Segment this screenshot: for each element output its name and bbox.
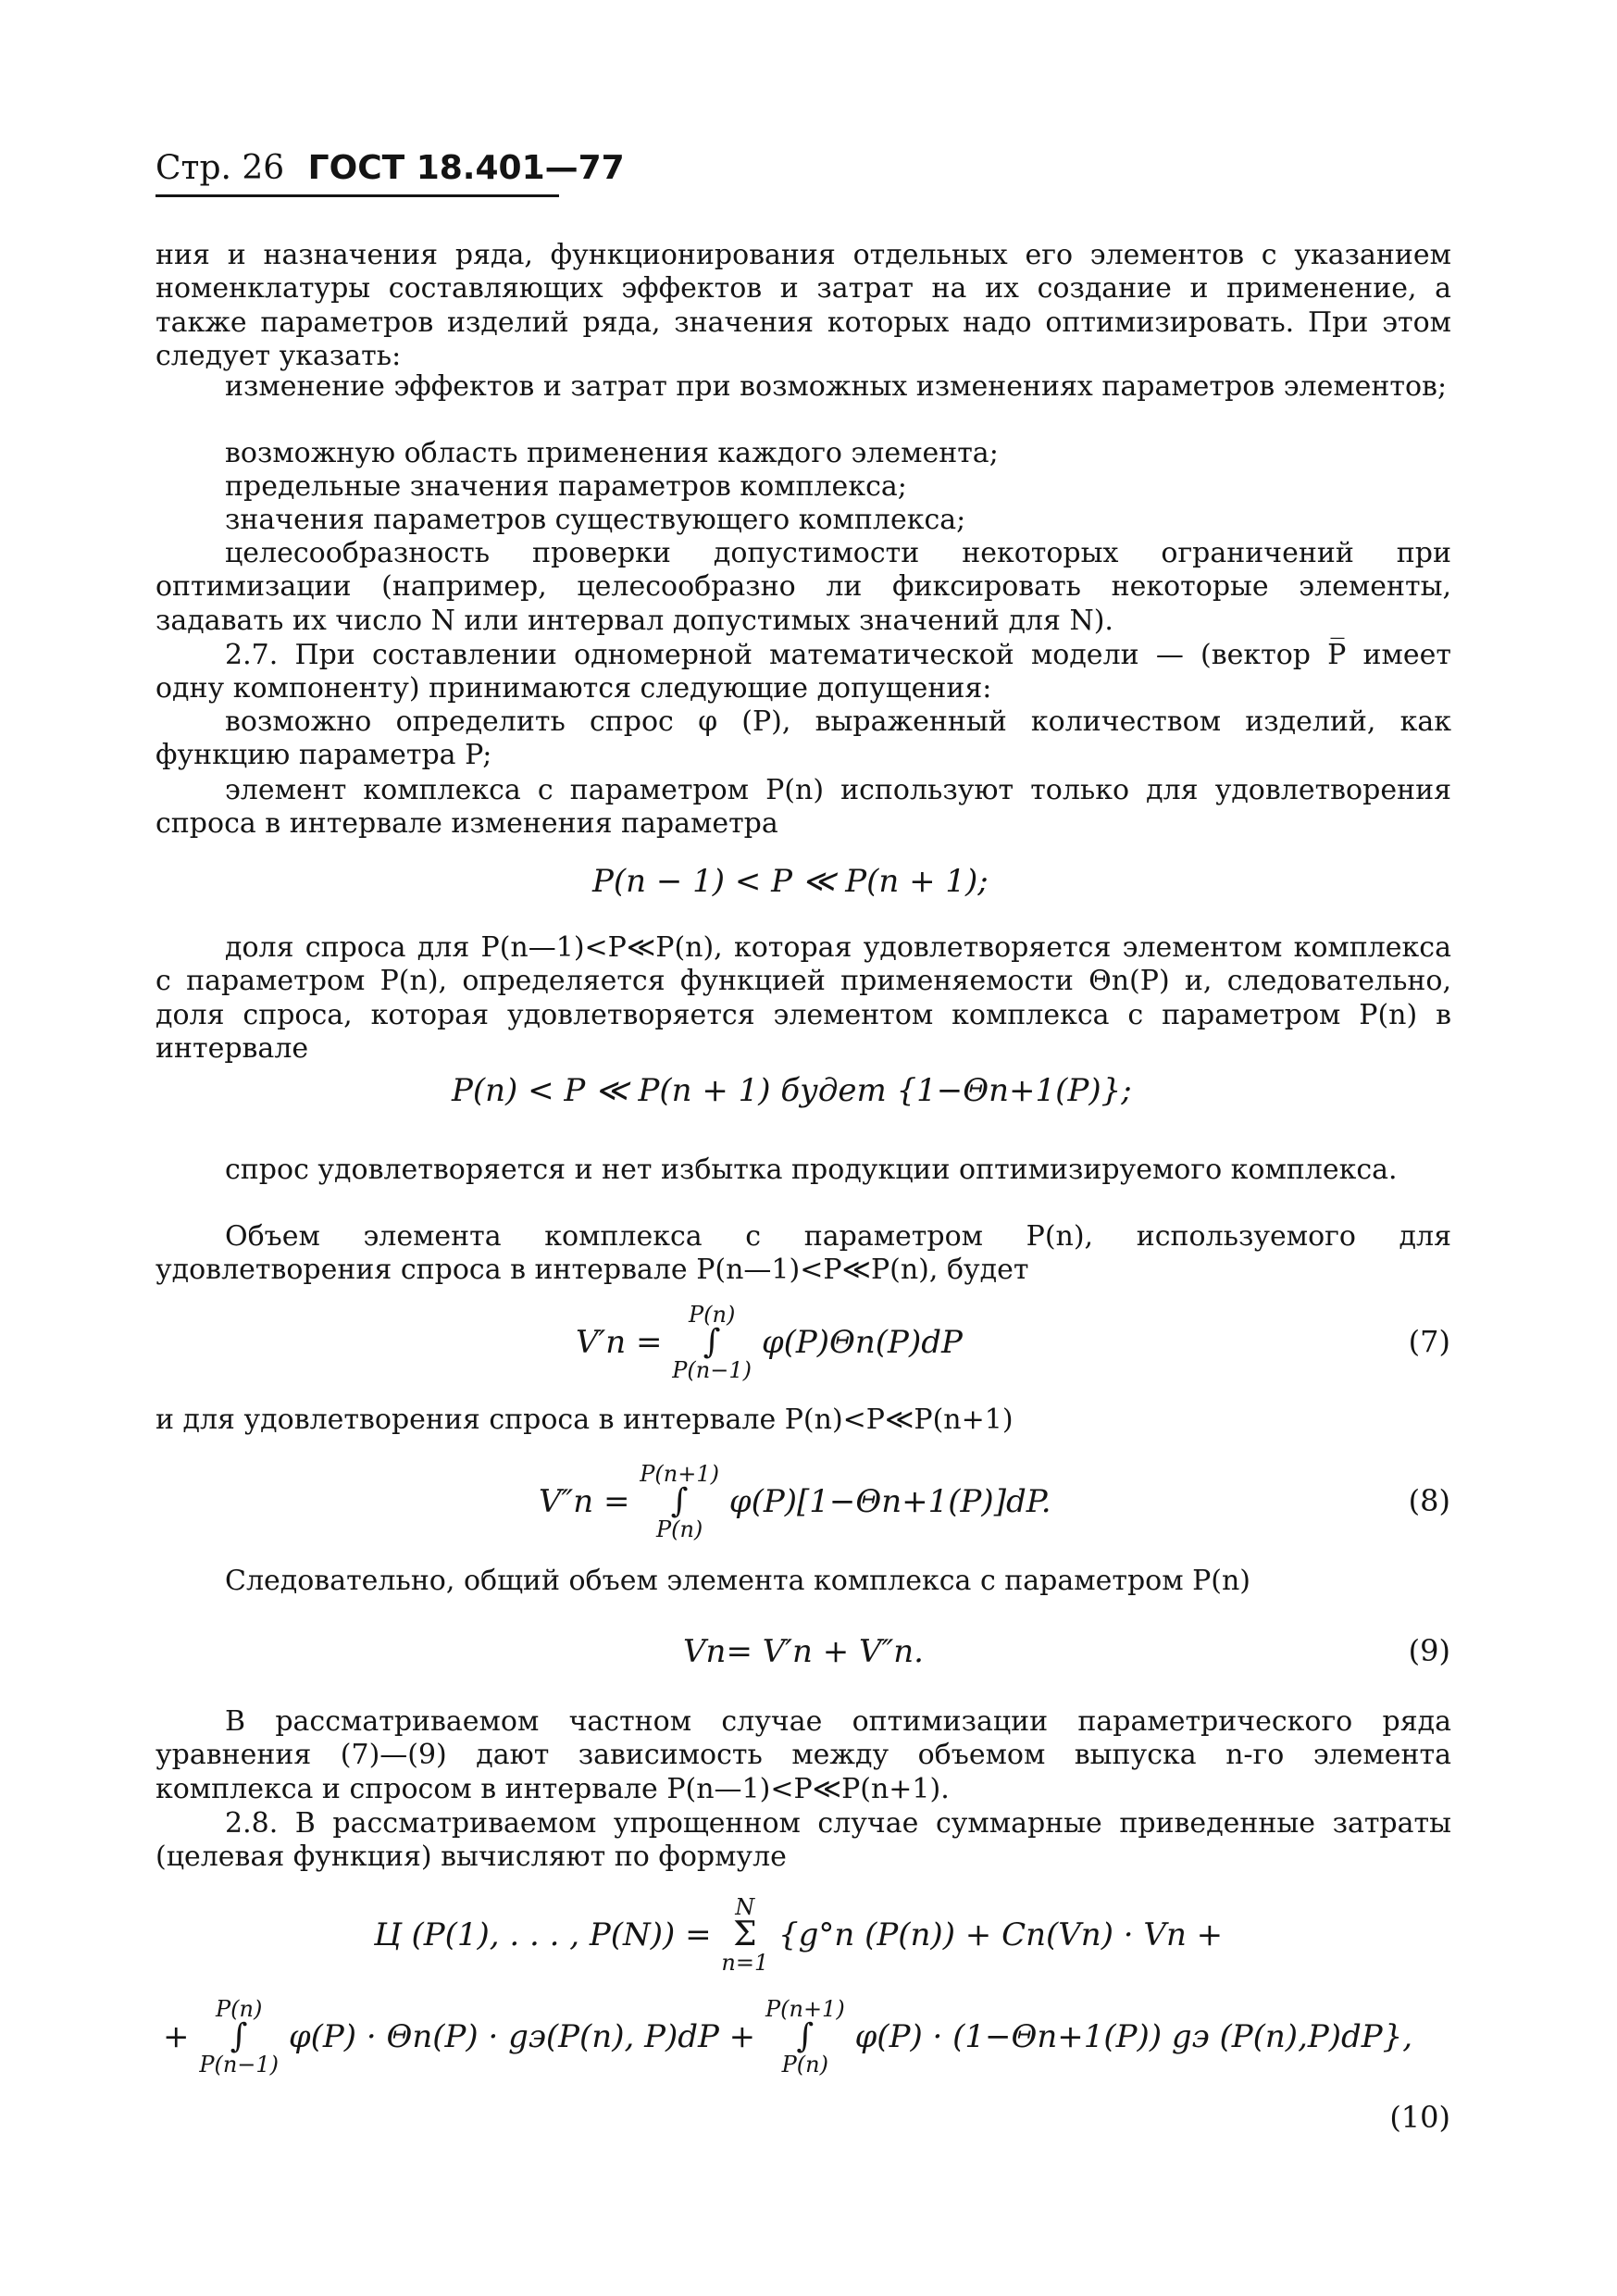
paragraph-interval: и для удовлетворения спроса в интервале P(n)<P≪P(n+1) xyxy=(155,1404,1014,1436)
paragraph-no-surplus: спрос удовлетворяется и нет избытка продукции оптимизируемого комплекса. xyxy=(225,1154,1398,1186)
paragraph-total-volume: Следовательно, общий объем элемента комплекса с параметром P(n) xyxy=(225,1565,1251,1597)
paragraph-intro: ния и назначения ряда, функционирования отдельных его элементов с указанием номенклатуры составляющих эффектов и затрат на их создание и применение, а также параметров изделий ряда, значения которых надо оптимизировать. При этом следует указать: xyxy=(155,239,1451,372)
header-rule xyxy=(155,194,559,197)
eq8-integrand: φ(P)[1−Θn+1(P)]dP. xyxy=(728,1483,1051,1520)
page-header xyxy=(155,148,625,189)
eq8-lower-limit: P(n) xyxy=(655,1516,703,1542)
equation-number-9: (9) xyxy=(1408,1633,1450,1668)
eq8-integral xyxy=(640,1463,719,1541)
equation-9: Vn= V′n + V″n. xyxy=(683,1633,924,1670)
equation-number-8: (8) xyxy=(1408,1483,1450,1518)
list-item-existing: значения параметров существующего комплекса; xyxy=(225,504,966,536)
eq10-sum xyxy=(721,1896,768,1974)
eq10-sum-upper: N xyxy=(735,1894,755,1920)
eq7-upper-limit: P(n) xyxy=(688,1302,736,1328)
eq7-lhs: V′n = xyxy=(576,1324,663,1361)
eq10-line1-rhs: {g°n (P(n)) + Cn(Vn) · Vn + xyxy=(778,1916,1224,1953)
equation-8 xyxy=(539,1463,1051,1541)
paragraph-volume: Объем элемента комплекса с параметром P(n), используемого для удовлетворения спроса в интервале P(n—1)<P≪P(n), будет xyxy=(155,1220,1451,1287)
equation-10-line-1 xyxy=(374,1896,1223,1974)
equation-7 xyxy=(576,1304,963,1381)
list-item-limits: предельные значения параметров комплекса; xyxy=(225,470,907,503)
integral-sign-icon: ∫ xyxy=(796,2017,815,2055)
eq8-lhs: V″n = xyxy=(539,1483,630,1520)
standard-id: ГОСТ 18.401—77 xyxy=(307,149,625,187)
eq10-a-integrand: φ(P) · Θn(P) · gэ(P(n), P)dP + xyxy=(288,2018,756,2055)
eq10-b-upper: P(n+1) xyxy=(765,1996,845,2022)
eq7-integral xyxy=(672,1304,752,1381)
page-number: Стр. 26 xyxy=(155,149,285,187)
list-item-area: возможную область применения каждого элемента; xyxy=(225,437,999,469)
equation-10-line-2 xyxy=(163,1998,1412,2076)
assumption-demand: возможно определить спрос φ (P), выраженный количеством изделий, как функцию параметра P; xyxy=(155,705,1451,772)
eq10-b-lower: P(n) xyxy=(781,2052,828,2078)
paragraph-dependency: В рассматриваемом частном случае оптимизации параметрического ряда уравнения (7)—(9) дают зависимость между объемом выпуска n-го элемента комплекса и спросом в интервале P(n—1)<P≪P(n+1). xyxy=(155,1705,1451,1805)
eq10-sum-lower: n=1 xyxy=(721,1950,769,1976)
equation-number-10: (10) xyxy=(1389,2100,1450,2135)
eq10-b-integrand: φ(P) · (1−Θn+1(P)) gэ (P(n),P)dP}, xyxy=(854,2018,1413,2055)
integral-sign-icon: ∫ xyxy=(230,2017,248,2055)
eq10-a-lower: P(n−1) xyxy=(199,2052,280,2078)
eq7-integrand: φ(P)Θn(P)dP xyxy=(761,1324,963,1361)
eq10-a-upper: P(n) xyxy=(216,1996,263,2022)
eq8-upper-limit: P(n+1) xyxy=(640,1461,719,1487)
list-item-effects: изменение эффектов и затрат при возможных изменениях параметров элементов; xyxy=(225,370,1448,403)
integral-sign-icon: ∫ xyxy=(670,1482,689,1520)
equation-number-7: (7) xyxy=(1408,1324,1450,1359)
eq7-lower-limit: P(n−1) xyxy=(672,1357,752,1383)
assumption-element: элемент комплекса с параметром P(n) используют только для удовлетворения спроса в интервале изменения параметра xyxy=(155,774,1451,841)
list-item-feasibility: целесообразность проверки допустимости некоторых ограничений при оптимизации (например, целесообразно ли фиксировать некоторые элементы, задавать их число N или интервал допустимых значений для N). xyxy=(155,537,1451,637)
eq10-integral-b xyxy=(765,1998,845,2076)
section-2-7: 2.7. При составлении одномерной математической модели — (вектор P̅ имеет одну компоненту) принимаются следующие допущения: xyxy=(155,639,1451,705)
sigma-sign-icon: Σ xyxy=(733,1915,757,1953)
plus-sign: + xyxy=(163,2018,190,2055)
paragraph-demand-share: доля спроса для P(n—1)<P≪P(n), которая удовлетворяется элементом комплекса с параметром P(n), определяется функцией применяемости Θn(P) и, следовательно, доля спроса, которая удовлетворяется элементом комплекса с параметром P(n) в интервале xyxy=(155,931,1451,1065)
formula-share: P(n) < P ≪ P(n + 1) будет {1−Θn+1(P)}; xyxy=(452,1072,1132,1109)
eq10-integral-a xyxy=(199,1998,279,2076)
eq10-lhs: Ц (P(1), . . . , P(N)) = xyxy=(374,1916,712,1953)
formula-interval: P(n − 1) < P ≪ P(n + 1); xyxy=(592,863,989,900)
integral-sign-icon: ∫ xyxy=(703,1323,721,1361)
section-2-8: 2.8. В рассматриваемом упрощенном случае суммарные приведенные затраты (целевая функция) вычисляют по формуле xyxy=(155,1807,1451,1874)
